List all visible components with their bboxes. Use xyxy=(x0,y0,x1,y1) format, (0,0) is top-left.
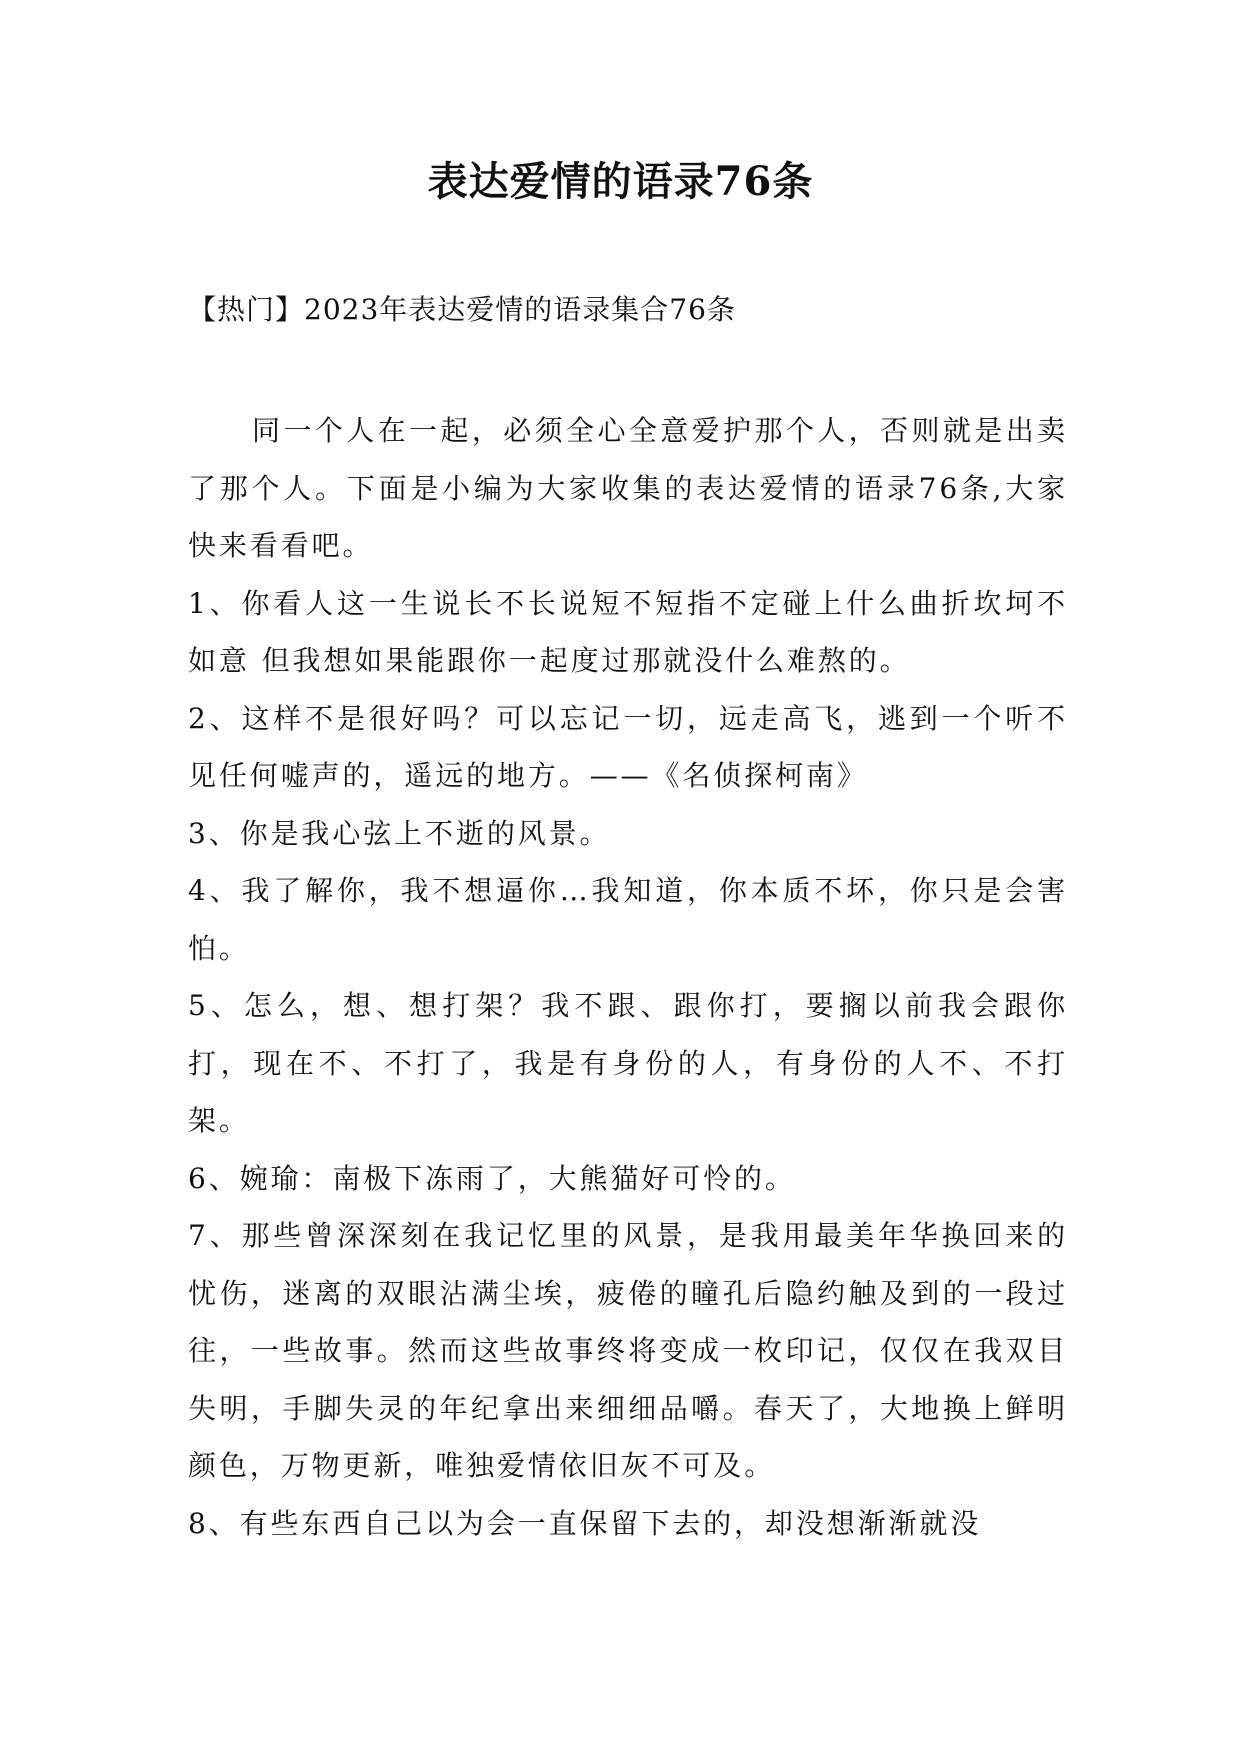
list-item: 5、怎么，想、想打架？我不跟、跟你打，要搁以前我会跟你打，现在不、不打了，我是有身份的人，有身份的人不、不打架。 xyxy=(188,989,1068,1137)
list-item: 2、这样不是很好吗？可以忘记一切，远走高飞，逃到一个听不见任何嘘声的，遥远的地方。——《名侦探柯南》 xyxy=(188,701,1068,792)
list-item: 6、婉瑜：南极下冻雨了，大熊猫好可怜的。 xyxy=(188,1161,796,1195)
list-item: 1、你看人这一生说长不长说短不短指不定碰上什么曲折坎坷不如意 但我想如果能跟你一起度过那就没什么难熬的。 xyxy=(188,586,1068,677)
list-item: 4、我了解你，我不想逼你…我知道，你本质不坏，你只是会害怕。 xyxy=(188,874,1068,965)
document-title: 表达爱情的语录76条 xyxy=(427,158,814,205)
list-item: 7、那些曾深深刻在我记忆里的风景，是我用最美年华换回来的忧伤，迷离的双眼沾满尘埃，疲倦的瞳孔后隐约触及到的一段过往，一些故事。然而这些故事终将变成一枚印记，仅仅在我双目失明，手脚失灵的年纪拿出来细细品嚼。春天了，大地换上鲜明颜色，万物更新，唯独爱情依旧灰不可及。 xyxy=(188,1219,1068,1482)
intro-paragraph: 同一个人在一起，必须全心全意爱护那个人，否则就是出卖了那个人。下面是小编为大家收集的表达爱情的语录76条,大家快来看看吧。 xyxy=(188,414,1068,562)
list-item: 8、有些东西自己以为会一直保留下去的，却没想渐渐就没 xyxy=(188,1506,982,1540)
document-subtitle: 【热门】2023年表达爱情的语录集合76条 xyxy=(188,293,736,326)
list-item: 3、你是我心弦上不逝的风景。 xyxy=(188,816,611,850)
document-body xyxy=(188,402,1068,1552)
